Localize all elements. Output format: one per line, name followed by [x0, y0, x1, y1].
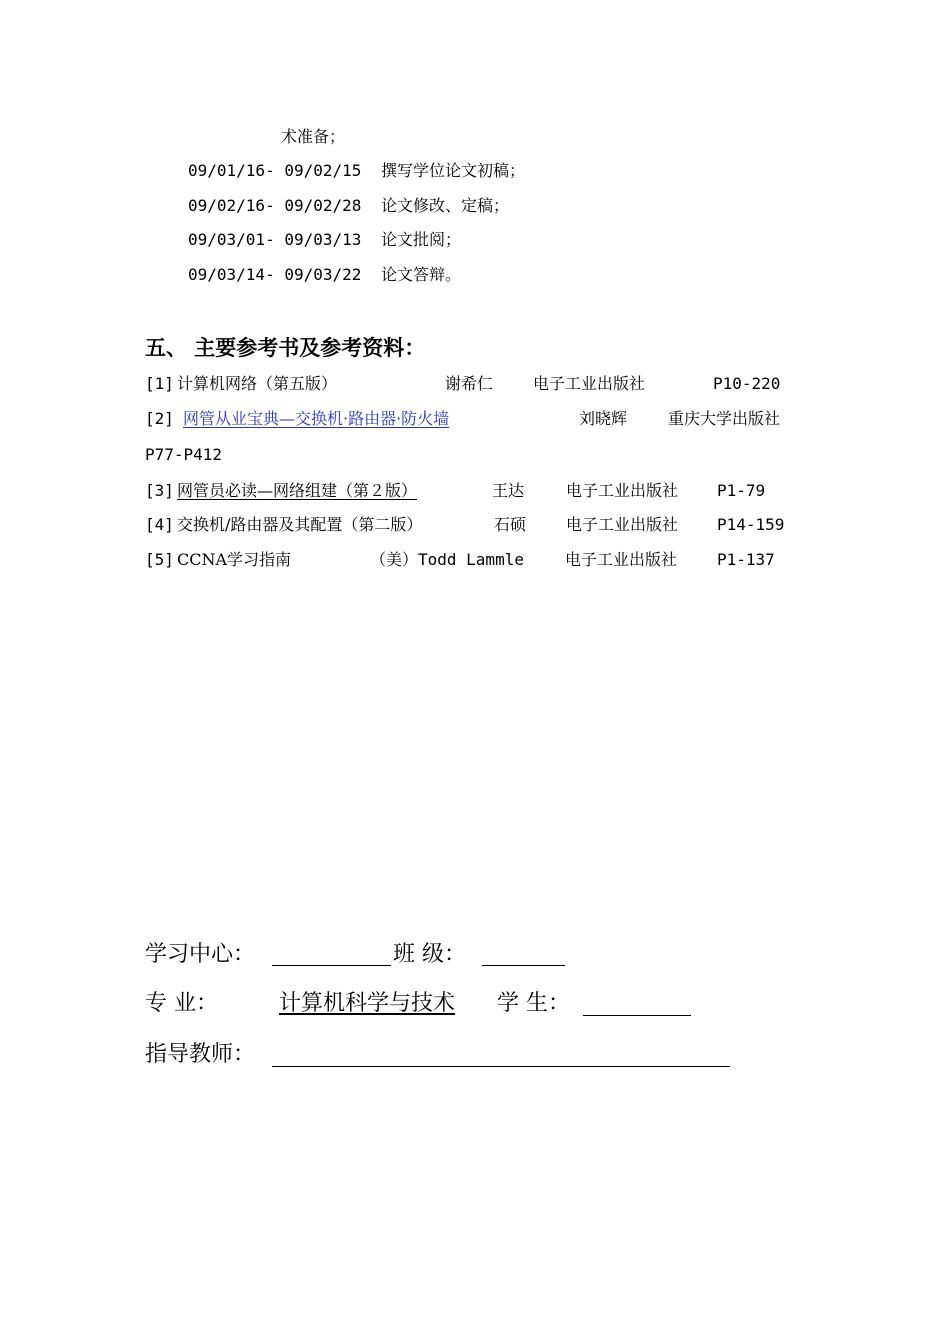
reference-publisher: 电子工业出版社 — [566, 481, 679, 500]
advisor-blank[interactable] — [272, 1066, 730, 1067]
schedule-date: 09/03/01- 09/03/13 — [188, 230, 362, 249]
schedule-task: 论文修改、定稿； — [381, 196, 510, 215]
reference-pages: P1-79 — [717, 481, 766, 500]
reference-author: 王达 — [492, 481, 525, 500]
schedule-continuation: 术准备； — [281, 127, 346, 146]
advisor-label: 指导教师： — [145, 1042, 256, 1067]
form-row-center-class — [145, 938, 705, 972]
form-row-major-student — [145, 987, 705, 1021]
schedule-task: 论文答辩。 — [381, 265, 462, 284]
reference-title: 网管员必读—网络组建（第２版） — [177, 481, 418, 500]
class-blank[interactable] — [482, 965, 565, 966]
student-label: 学 生： — [497, 991, 570, 1016]
reference-index: [4] — [145, 515, 174, 534]
reference-index: [2] — [145, 409, 174, 428]
reference-title: CCNA学习指南 — [177, 550, 292, 569]
reference-item — [145, 373, 845, 395]
schedule-task: 论文批阅； — [381, 230, 462, 249]
reference-publisher: 重庆大学出版社 — [668, 409, 781, 428]
reference-pages: P1-137 — [717, 550, 775, 569]
reference-title: 计算机网络（第五版） — [177, 374, 338, 393]
reference-publisher: 电子工业出版社 — [533, 374, 646, 393]
reference-pages: P10-220 — [713, 374, 781, 393]
reference-author: 刘晓辉 — [579, 409, 628, 428]
reference-pages: P14-159 — [717, 515, 785, 534]
references-heading: 五、 主要参考书及参考资料： — [145, 336, 426, 360]
major-value: 计算机科学与技术 — [279, 991, 456, 1016]
reference-item — [145, 480, 845, 502]
major-label: 专 业： — [145, 991, 218, 1016]
reference-item — [145, 408, 845, 430]
reference-index: [3] — [145, 481, 174, 500]
reference-pages: P77-P412 — [145, 445, 223, 464]
study-center-blank[interactable] — [272, 965, 391, 966]
reference-title: 交换机/路由器及其配置（第二版） — [177, 515, 423, 534]
reference-item — [145, 514, 845, 536]
schedule-date: 09/02/16- 09/02/28 — [188, 196, 362, 215]
reference-index: [5] — [145, 550, 174, 569]
form-row-advisor — [145, 1038, 745, 1072]
schedule-task: 撰写学位论文初稿； — [381, 161, 526, 180]
student-blank[interactable] — [583, 1015, 691, 1016]
class-label: 班 级： — [393, 942, 466, 967]
schedule-date: 09/03/14- 09/03/22 — [188, 265, 362, 284]
study-center-label: 学习中心： — [145, 942, 256, 967]
reference-publisher: 电子工业出版社 — [565, 550, 678, 569]
reference-title-link[interactable]: 网管从业宝典—交换机·路由器·防火墙 — [183, 409, 450, 428]
reference-index: [1] — [145, 374, 174, 393]
reference-author: （美）Todd Lammle — [370, 550, 524, 569]
reference-item — [145, 549, 845, 571]
reference-author: 石硕 — [494, 515, 527, 534]
reference-author: 谢希仁 — [445, 374, 494, 393]
reference-publisher: 电子工业出版社 — [566, 515, 679, 534]
schedule-date: 09/01/16- 09/02/15 — [188, 161, 362, 180]
